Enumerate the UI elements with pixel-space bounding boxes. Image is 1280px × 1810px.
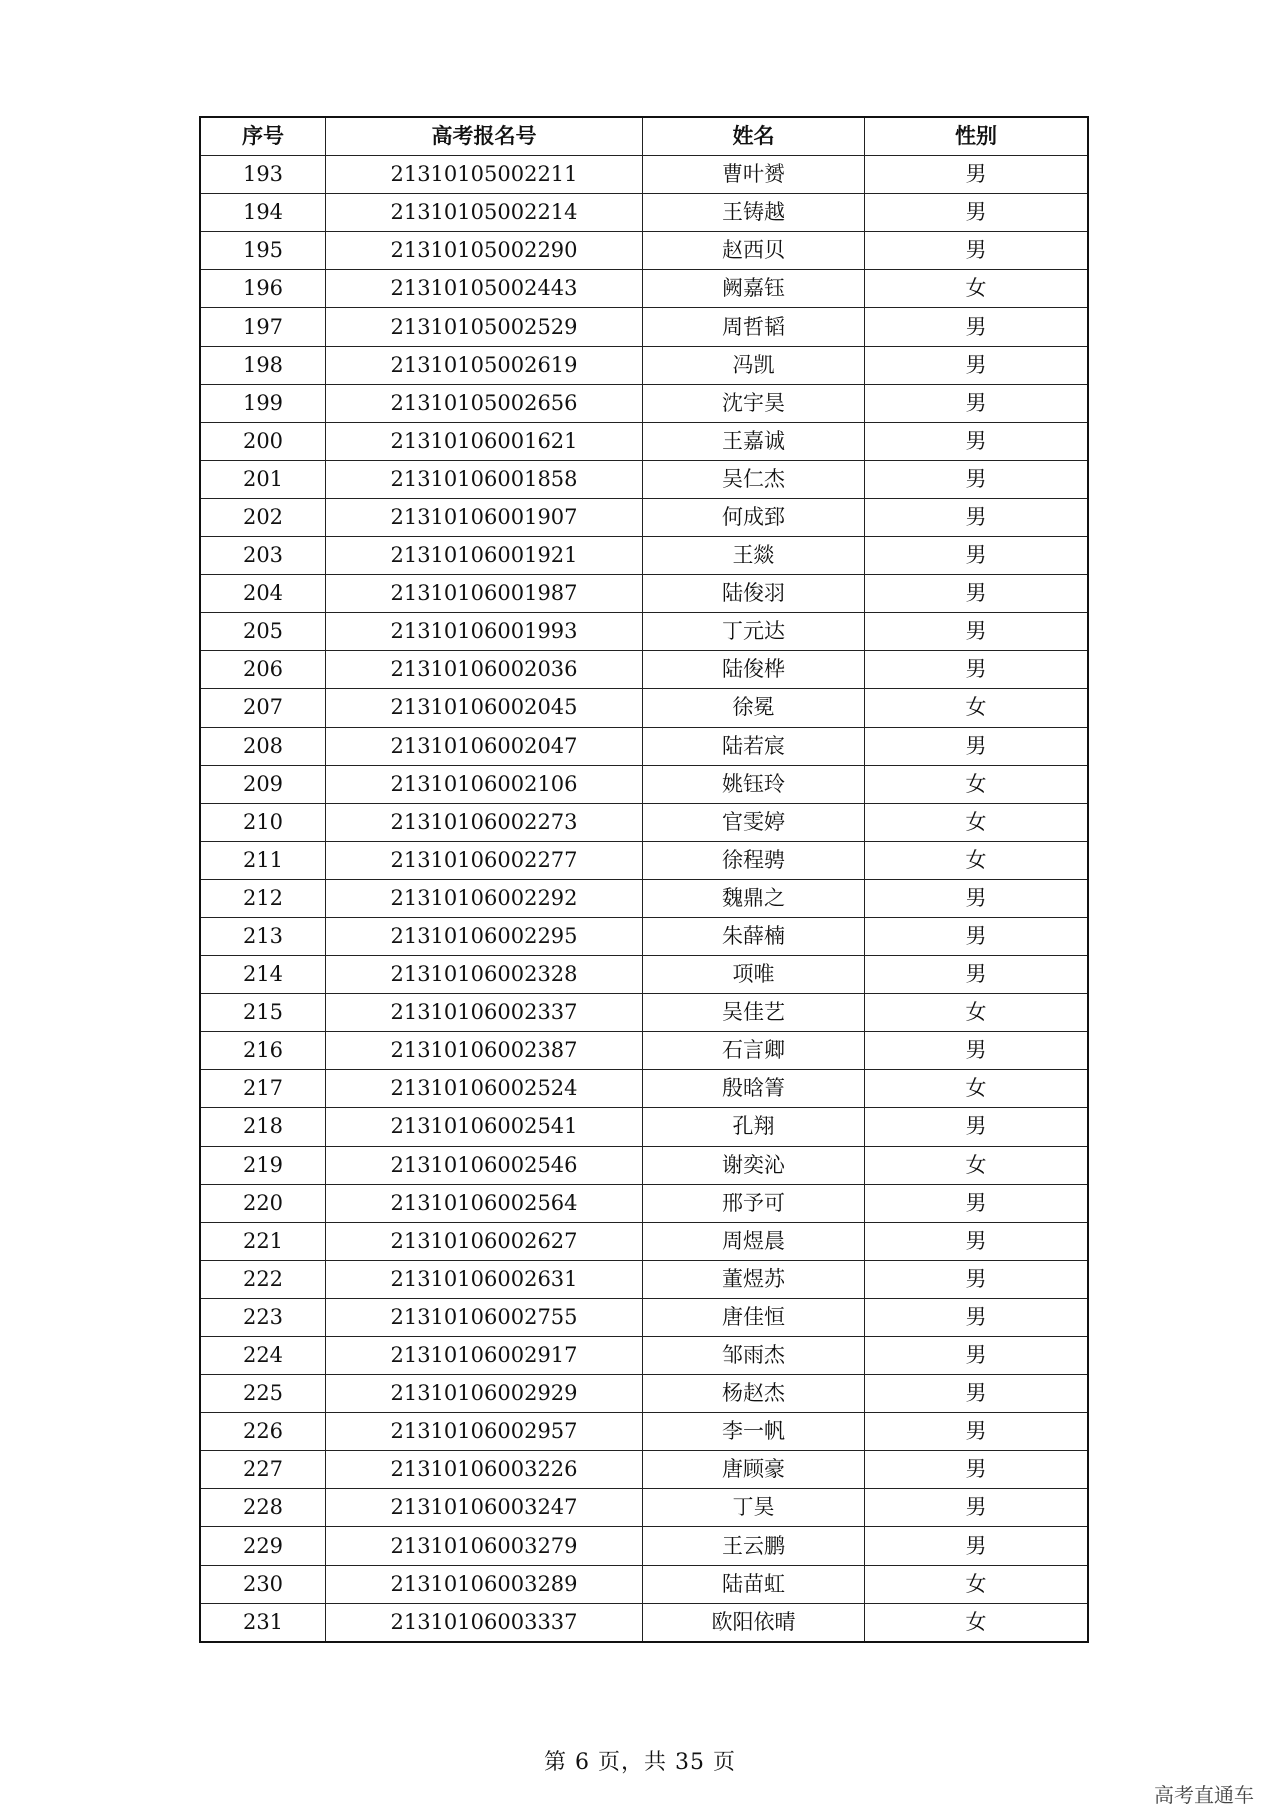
cell-registration-number: 21310106002277 bbox=[326, 841, 643, 879]
cell-name: 王嘉诚 bbox=[643, 422, 865, 460]
cell-registration-number: 21310106002295 bbox=[326, 917, 643, 955]
cell-name: 曹叶赟 bbox=[643, 156, 865, 194]
cell-serial: 220 bbox=[200, 1184, 326, 1222]
cell-serial: 210 bbox=[200, 803, 326, 841]
table-row bbox=[200, 232, 1088, 270]
table-row bbox=[200, 1070, 1088, 1108]
table-row bbox=[200, 575, 1088, 613]
cell-serial: 222 bbox=[200, 1260, 326, 1298]
table-row bbox=[200, 1527, 1088, 1565]
cell-serial: 230 bbox=[200, 1565, 326, 1603]
cell-gender: 女 bbox=[865, 1603, 1089, 1642]
cell-registration-number: 21310106002387 bbox=[326, 1032, 643, 1070]
cell-serial: 212 bbox=[200, 879, 326, 917]
cell-serial: 231 bbox=[200, 1603, 326, 1642]
cell-name: 阙嘉钰 bbox=[643, 270, 865, 308]
cell-registration-number: 21310106002755 bbox=[326, 1298, 643, 1336]
cell-gender: 女 bbox=[865, 689, 1089, 727]
cell-name: 赵西贝 bbox=[643, 232, 865, 270]
cell-registration-number: 21310106002036 bbox=[326, 651, 643, 689]
cell-serial: 200 bbox=[200, 422, 326, 460]
cell-name: 吴佳艺 bbox=[643, 994, 865, 1032]
cell-name: 周煜晨 bbox=[643, 1222, 865, 1260]
cell-serial: 193 bbox=[200, 156, 326, 194]
table-row bbox=[200, 1184, 1088, 1222]
cell-serial: 209 bbox=[200, 765, 326, 803]
cell-gender: 男 bbox=[865, 1184, 1089, 1222]
cell-registration-number: 21310106001993 bbox=[326, 613, 643, 651]
cell-name: 孔翔 bbox=[643, 1108, 865, 1146]
cell-gender: 男 bbox=[865, 1260, 1089, 1298]
cell-gender: 男 bbox=[865, 194, 1089, 232]
table-row bbox=[200, 917, 1088, 955]
cell-registration-number: 21310106002337 bbox=[326, 994, 643, 1032]
table-row bbox=[200, 1222, 1088, 1260]
table-row bbox=[200, 613, 1088, 651]
table-row bbox=[200, 1489, 1088, 1527]
cell-name: 杨赵杰 bbox=[643, 1375, 865, 1413]
cell-gender: 男 bbox=[865, 460, 1089, 498]
header-registration-number: 高考报名号 bbox=[326, 117, 643, 156]
table-row bbox=[200, 498, 1088, 536]
cell-name: 王云鹏 bbox=[643, 1527, 865, 1565]
cell-gender: 男 bbox=[865, 727, 1089, 765]
cell-gender: 男 bbox=[865, 1527, 1089, 1565]
table-row bbox=[200, 1298, 1088, 1336]
cell-registration-number: 21310106002929 bbox=[326, 1375, 643, 1413]
cell-gender: 男 bbox=[865, 1451, 1089, 1489]
cell-gender: 男 bbox=[865, 1413, 1089, 1451]
cell-name: 陆俊桦 bbox=[643, 651, 865, 689]
table-row bbox=[200, 803, 1088, 841]
cell-registration-number: 21310106001987 bbox=[326, 575, 643, 613]
cell-serial: 214 bbox=[200, 956, 326, 994]
cell-serial: 213 bbox=[200, 917, 326, 955]
cell-serial: 228 bbox=[200, 1489, 326, 1527]
cell-serial: 217 bbox=[200, 1070, 326, 1108]
cell-serial: 211 bbox=[200, 841, 326, 879]
table-row bbox=[200, 1451, 1088, 1489]
cell-name: 陆若宸 bbox=[643, 727, 865, 765]
cell-name: 陆俊羽 bbox=[643, 575, 865, 613]
cell-serial: 194 bbox=[200, 194, 326, 232]
cell-gender: 男 bbox=[865, 1108, 1089, 1146]
table-row bbox=[200, 270, 1088, 308]
cell-serial: 197 bbox=[200, 308, 326, 346]
table-row bbox=[200, 651, 1088, 689]
cell-registration-number: 21310106002541 bbox=[326, 1108, 643, 1146]
cell-name: 董煜苏 bbox=[643, 1260, 865, 1298]
table-row bbox=[200, 689, 1088, 727]
cell-serial: 229 bbox=[200, 1527, 326, 1565]
table-row bbox=[200, 956, 1088, 994]
cell-gender: 男 bbox=[865, 575, 1089, 613]
cell-name: 姚钰玲 bbox=[643, 765, 865, 803]
header-row bbox=[200, 117, 1088, 156]
cell-name: 唐佳恒 bbox=[643, 1298, 865, 1336]
cell-registration-number: 21310106002546 bbox=[326, 1146, 643, 1184]
table-row bbox=[200, 384, 1088, 422]
cell-name: 李一帆 bbox=[643, 1413, 865, 1451]
cell-serial: 202 bbox=[200, 498, 326, 536]
cell-name: 项唯 bbox=[643, 956, 865, 994]
table-row bbox=[200, 1032, 1088, 1070]
cell-registration-number: 21310106003247 bbox=[326, 1489, 643, 1527]
cell-name: 欧阳依晴 bbox=[643, 1603, 865, 1642]
cell-gender: 女 bbox=[865, 803, 1089, 841]
cell-gender: 男 bbox=[865, 1489, 1089, 1527]
cell-registration-number: 21310106002292 bbox=[326, 879, 643, 917]
cell-gender: 男 bbox=[865, 1375, 1089, 1413]
cell-gender: 女 bbox=[865, 1070, 1089, 1108]
cell-registration-number: 21310106002106 bbox=[326, 765, 643, 803]
cell-name: 丁元达 bbox=[643, 613, 865, 651]
table-row bbox=[200, 1375, 1088, 1413]
table-row bbox=[200, 1603, 1088, 1642]
cell-serial: 198 bbox=[200, 346, 326, 384]
cell-serial: 207 bbox=[200, 689, 326, 727]
cell-serial: 196 bbox=[200, 270, 326, 308]
cell-name: 朱薛楠 bbox=[643, 917, 865, 955]
cell-serial: 195 bbox=[200, 232, 326, 270]
cell-gender: 女 bbox=[865, 841, 1089, 879]
table-row bbox=[200, 994, 1088, 1032]
cell-serial: 216 bbox=[200, 1032, 326, 1070]
cell-gender: 男 bbox=[865, 537, 1089, 575]
cell-registration-number: 21310105002290 bbox=[326, 232, 643, 270]
table-row bbox=[200, 422, 1088, 460]
cell-gender: 男 bbox=[865, 422, 1089, 460]
table-row bbox=[200, 346, 1088, 384]
cell-name: 沈宇昊 bbox=[643, 384, 865, 422]
cell-registration-number: 21310106001907 bbox=[326, 498, 643, 536]
table-row bbox=[200, 194, 1088, 232]
cell-serial: 201 bbox=[200, 460, 326, 498]
cell-gender: 男 bbox=[865, 1298, 1089, 1336]
cell-gender: 男 bbox=[865, 498, 1089, 536]
cell-name: 官雯婷 bbox=[643, 803, 865, 841]
cell-serial: 204 bbox=[200, 575, 326, 613]
roster-table bbox=[199, 116, 1089, 1643]
cell-serial: 225 bbox=[200, 1375, 326, 1413]
cell-name: 冯凯 bbox=[643, 346, 865, 384]
header-name: 姓名 bbox=[643, 117, 865, 156]
table-row bbox=[200, 1565, 1088, 1603]
cell-name: 唐顾豪 bbox=[643, 1451, 865, 1489]
cell-name: 邹雨杰 bbox=[643, 1337, 865, 1375]
table-row bbox=[200, 1146, 1088, 1184]
cell-serial: 206 bbox=[200, 651, 326, 689]
cell-gender: 男 bbox=[865, 156, 1089, 194]
cell-name: 石言卿 bbox=[643, 1032, 865, 1070]
header-gender: 性别 bbox=[865, 117, 1089, 156]
cell-registration-number: 21310105002214 bbox=[326, 194, 643, 232]
cell-gender: 男 bbox=[865, 346, 1089, 384]
cell-serial: 223 bbox=[200, 1298, 326, 1336]
cell-registration-number: 21310105002656 bbox=[326, 384, 643, 422]
cell-registration-number: 21310106003226 bbox=[326, 1451, 643, 1489]
cell-gender: 男 bbox=[865, 1222, 1089, 1260]
cell-registration-number: 21310106002047 bbox=[326, 727, 643, 765]
cell-name: 徐程骋 bbox=[643, 841, 865, 879]
cell-name: 谢奕沁 bbox=[643, 1146, 865, 1184]
cell-registration-number: 21310106002917 bbox=[326, 1337, 643, 1375]
table-row bbox=[200, 308, 1088, 346]
table-row bbox=[200, 156, 1088, 194]
cell-gender: 男 bbox=[865, 917, 1089, 955]
table-row bbox=[200, 1413, 1088, 1451]
cell-gender: 女 bbox=[865, 270, 1089, 308]
table-row bbox=[200, 537, 1088, 575]
cell-registration-number: 21310106002045 bbox=[326, 689, 643, 727]
cell-name: 周哲韬 bbox=[643, 308, 865, 346]
cell-gender: 男 bbox=[865, 308, 1089, 346]
cell-name: 王铸越 bbox=[643, 194, 865, 232]
cell-name: 王燚 bbox=[643, 537, 865, 575]
page-number: 第 6 页，共 35 页 bbox=[544, 1750, 736, 1775]
cell-gender: 女 bbox=[865, 765, 1089, 803]
cell-serial: 199 bbox=[200, 384, 326, 422]
cell-registration-number: 21310105002443 bbox=[326, 270, 643, 308]
cell-registration-number: 21310106003289 bbox=[326, 1565, 643, 1603]
table-row bbox=[200, 460, 1088, 498]
cell-gender: 男 bbox=[865, 956, 1089, 994]
cell-registration-number: 21310105002529 bbox=[326, 308, 643, 346]
cell-gender: 女 bbox=[865, 1146, 1089, 1184]
cell-serial: 218 bbox=[200, 1108, 326, 1146]
cell-registration-number: 21310106002631 bbox=[326, 1260, 643, 1298]
table-row bbox=[200, 727, 1088, 765]
cell-name: 何成郅 bbox=[643, 498, 865, 536]
cell-registration-number: 21310106002524 bbox=[326, 1070, 643, 1108]
cell-gender: 男 bbox=[865, 651, 1089, 689]
cell-gender: 男 bbox=[865, 232, 1089, 270]
cell-name: 魏鼎之 bbox=[643, 879, 865, 917]
cell-name: 吴仁杰 bbox=[643, 460, 865, 498]
cell-registration-number: 21310106002564 bbox=[326, 1184, 643, 1222]
table-row bbox=[200, 879, 1088, 917]
cell-registration-number: 21310106002627 bbox=[326, 1222, 643, 1260]
cell-serial: 215 bbox=[200, 994, 326, 1032]
cell-gender: 男 bbox=[865, 879, 1089, 917]
table-row bbox=[200, 1337, 1088, 1375]
cell-serial: 224 bbox=[200, 1337, 326, 1375]
cell-registration-number: 21310106002957 bbox=[326, 1413, 643, 1451]
cell-name: 陆苗虹 bbox=[643, 1565, 865, 1603]
cell-gender: 男 bbox=[865, 613, 1089, 651]
cell-registration-number: 21310106001921 bbox=[326, 537, 643, 575]
cell-serial: 205 bbox=[200, 613, 326, 651]
cell-gender: 男 bbox=[865, 1032, 1089, 1070]
cell-registration-number: 21310106001858 bbox=[326, 460, 643, 498]
cell-registration-number: 21310106002273 bbox=[326, 803, 643, 841]
cell-registration-number: 21310106003337 bbox=[326, 1603, 643, 1642]
cell-serial: 226 bbox=[200, 1413, 326, 1451]
table-row bbox=[200, 765, 1088, 803]
header-serial: 序号 bbox=[200, 117, 326, 156]
table-row bbox=[200, 1260, 1088, 1298]
cell-name: 殷晗箐 bbox=[643, 1070, 865, 1108]
cell-gender: 女 bbox=[865, 1565, 1089, 1603]
cell-gender: 男 bbox=[865, 384, 1089, 422]
cell-gender: 女 bbox=[865, 994, 1089, 1032]
cell-name: 邢予可 bbox=[643, 1184, 865, 1222]
cell-serial: 227 bbox=[200, 1451, 326, 1489]
cell-serial: 208 bbox=[200, 727, 326, 765]
cell-registration-number: 21310106002328 bbox=[326, 956, 643, 994]
cell-registration-number: 21310105002619 bbox=[326, 346, 643, 384]
cell-gender: 男 bbox=[865, 1337, 1089, 1375]
table-row bbox=[200, 1108, 1088, 1146]
cell-serial: 203 bbox=[200, 537, 326, 575]
cell-registration-number: 21310105002211 bbox=[326, 156, 643, 194]
table-row bbox=[200, 841, 1088, 879]
cell-name: 丁昊 bbox=[643, 1489, 865, 1527]
cell-serial: 219 bbox=[200, 1146, 326, 1184]
watermark-text: 高考直通车 bbox=[1154, 1783, 1254, 1807]
cell-name: 徐冕 bbox=[643, 689, 865, 727]
cell-serial: 221 bbox=[200, 1222, 326, 1260]
cell-registration-number: 21310106003279 bbox=[326, 1527, 643, 1565]
cell-registration-number: 21310106001621 bbox=[326, 422, 643, 460]
